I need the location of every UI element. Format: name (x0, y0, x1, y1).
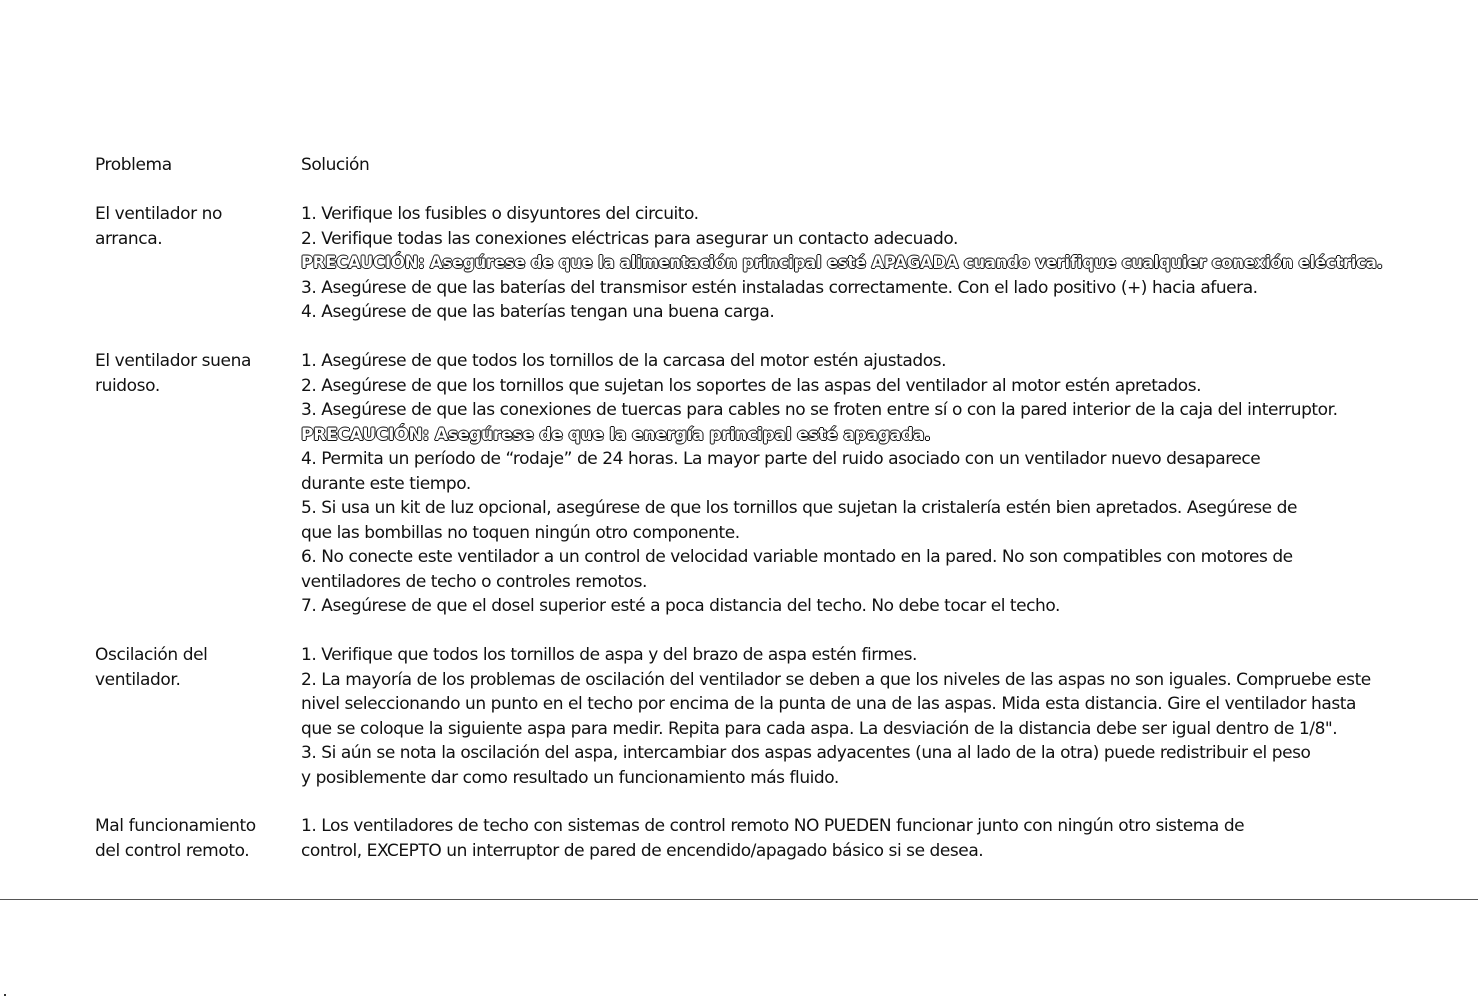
solution-step: 3. Asegúrese de que las baterías del transmisor estén instaladas correctamente. Con el lado positivo (+) hacia afuera. (301, 277, 1258, 298)
solution-step: 6. No conecte este ventilador a un control de velocidad variable montado en la pared. No son compatibles con motores de (301, 547, 1293, 567)
problem-cell-remote-malfunction (95, 814, 285, 863)
solution-step: 1. Verifique que todos los tornillos de aspa y del brazo de aspa estén firmes. (301, 645, 917, 665)
solution-cell-fan-noisy (301, 349, 1383, 619)
problem-text-line: arranca. (95, 228, 163, 249)
caution-notice: PRECAUCIÓN: Asegúrese de que la energía principal esté apagada. (301, 424, 931, 445)
problem-cell-fan-wont-start (95, 202, 285, 251)
solution-header-label: Solución (301, 155, 370, 175)
solution-step: 1. Los ventiladores de techo con sistemas de control remoto NO PUEDEN funcionar junto con ningún otro sistema de (301, 816, 1245, 836)
problem-text-line: El ventilador suena (95, 351, 251, 371)
solution-cell-remote-malfunction (301, 814, 1383, 863)
solution-step-continuation: que las bombillas no toquen ningún otro componente. (301, 522, 740, 543)
problem-text-line: ventilador. (95, 669, 181, 690)
caution-notice: PRECAUCIÓN: Asegúrese de que la alimentación principal esté APAGADA cuando verifique cualquier conexión eléctrica. (301, 253, 1383, 273)
solution-step: 7. Asegúrese de que el dosel superior esté a poca distancia del techo. No debe tocar el techo. (301, 596, 1060, 616)
solution-cell-fan-wont-start (301, 202, 1383, 325)
solution-step-continuation: ventiladores de techo o controles remotos. (301, 571, 647, 592)
solution-step: 2. La mayoría de los problemas de oscilación del ventilador se deben a que los niveles de las aspas no son iguales. Compruebe este (301, 669, 1371, 690)
problem-cell-fan-wobble (95, 643, 285, 692)
solution-column-header (301, 153, 1383, 178)
problem-cell-fan-noisy (95, 349, 285, 398)
solution-step: 5. Si usa un kit de luz opcional, asegúrese de que los tornillos que sujetan la cristalería estén bien apretados. Asegúrese de (301, 498, 1297, 518)
problem-text-line: Mal funcionamiento (95, 816, 256, 836)
solution-step: 3. Si aún se nota la oscilación del aspa, intercambiar dos aspas adyacentes (una al lado de la otra) puede redistribuir el peso (301, 743, 1311, 763)
problem-text-line: del control remoto. (95, 840, 250, 861)
solution-step-continuation: control, EXCEPTO un interruptor de pared de encendido/apagado básico si se desea. (301, 840, 984, 861)
solution-step: 4. Permita un período de “rodaje” de 24 horas. La mayor parte del ruido asociado con un ventilador nuevo desaparece (301, 449, 1261, 469)
solution-step-continuation: que se coloque la siguiente aspa para medir. Repita para cada aspa. La desviación de la distancia debe ser igual dentro de 1/8". (301, 718, 1338, 739)
solution-step: 1. Verifique los fusibles o disyuntores del circuito. (301, 204, 699, 224)
solution-step: 3. Asegúrese de que las conexiones de tuercas para cables no se froten entre sí o con la pared interior de la caja del interruptor. (301, 400, 1338, 420)
problem-column-header (95, 153, 285, 178)
solution-step: 1. Asegúrese de que todos los tornillos de la carcasa del motor estén ajustados. (301, 351, 947, 371)
solution-step-continuation: durante este tiempo. (301, 473, 471, 494)
solution-step: 4. Asegúrese de que las baterías tengan una buena carga. (301, 302, 775, 322)
problem-text-line: ruidoso. (95, 375, 160, 396)
problem-text-line: El ventilador no (95, 204, 223, 224)
solution-step-continuation: y posiblemente dar como resultado un funcionamiento más fluido. (301, 767, 839, 788)
corner-mark (4, 994, 6, 996)
solution-step-continuation: nivel seleccionando un punto en el techo por encima de la punta de una de las aspas. Mida esta distancia. Gire el ventilador hasta (301, 694, 1356, 714)
solution-step: 2. Verifique todas las conexiones eléctricas para asegurar un contacto adecuado. (301, 228, 958, 249)
solution-cell-fan-wobble (301, 643, 1383, 790)
problem-header-label: Problema (95, 155, 172, 175)
bottom-divider (0, 899, 1478, 900)
solution-step: 2. Asegúrese de que los tornillos que sujetan los soportes de las aspas del ventilador al motor estén apretados. (301, 375, 1202, 396)
problem-text-line: Oscilación del (95, 645, 208, 665)
